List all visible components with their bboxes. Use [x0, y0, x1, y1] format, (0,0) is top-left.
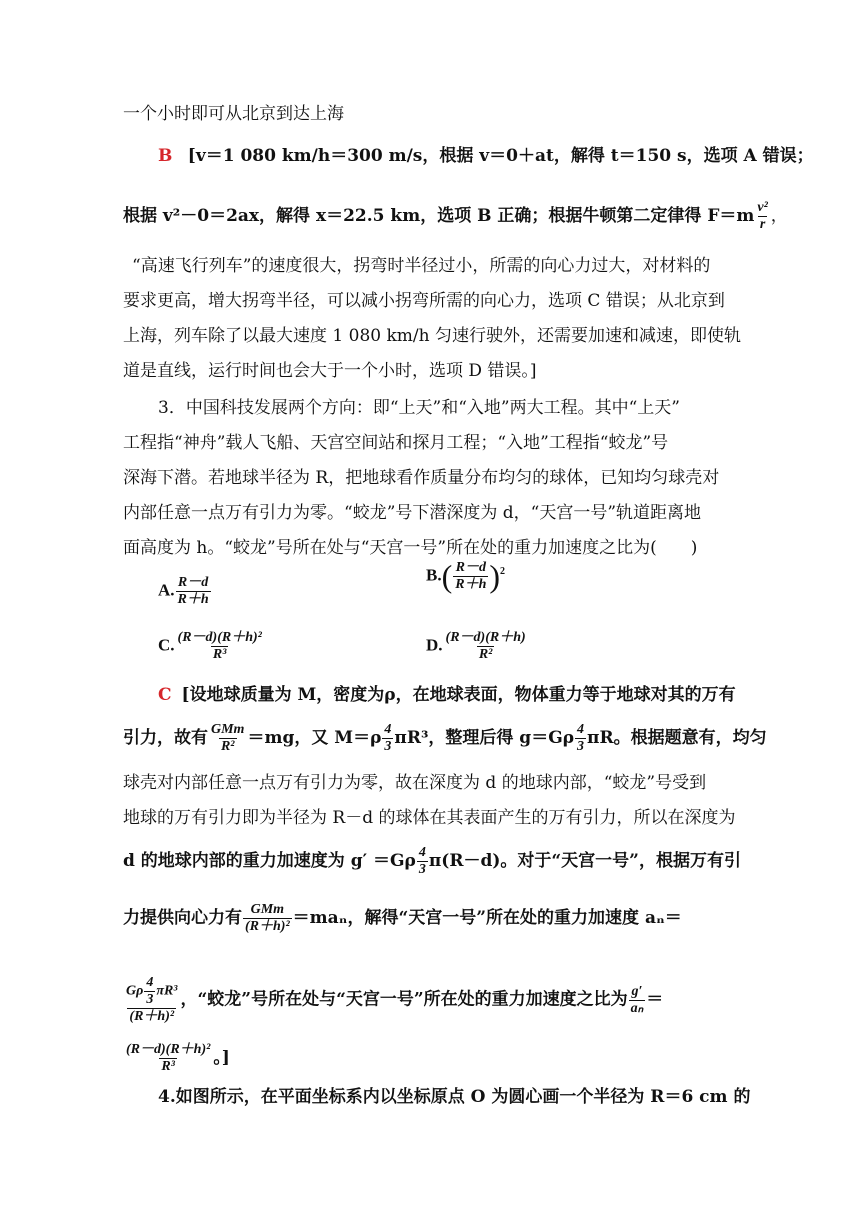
text: ＝maₙ，解得“天宫一号”所在处的重力加速度 aₙ＝	[292, 908, 682, 928]
frac-den: R＋h	[455, 577, 487, 592]
text-line-1: 一个小时即可从北京到达上海	[123, 104, 344, 124]
solution-3-line-1	[158, 684, 736, 706]
solution-3-line-7	[123, 975, 663, 1025]
text: πR³，整理后得 g＝Gρ	[394, 728, 575, 748]
option-b: B.( $\frac{R-d}{R+h}$ )$^2$	[426, 558, 506, 594]
answer-text: [v＝1 080 km/h＝300 m/s，根据 v＝0＋at，解得 t＝150 s，选项 A 错误；	[187, 146, 814, 166]
fraction	[444, 630, 528, 663]
text: ＝	[646, 989, 664, 1010]
question-3-line-2: 工程指“神舟”载人飞船、天宫空间站和探月工程；“入地”工程指“蛟龙”号	[123, 433, 669, 453]
text: 根据 v²－0＝2ax，解得 x＝22.5 km，选项 B 正确；根据牛顿第二定律得 F＝m	[123, 206, 755, 226]
frac-den: aₙ	[630, 1000, 644, 1016]
option-label: D.	[426, 635, 443, 655]
frac-num: 4	[577, 722, 585, 737]
frac-den: R³	[161, 1059, 175, 1074]
question-3-line-5: 面高度为 h。“蛟龙”号所在处与“天宫一号”所在处的重力加速度之比为( )	[123, 538, 698, 558]
fraction	[176, 575, 211, 608]
text: 引力，故有	[123, 728, 208, 748]
frac-den: r	[759, 217, 766, 232]
frac-num: v²	[757, 200, 768, 215]
fraction	[417, 845, 428, 878]
frac-den: R＋h	[177, 592, 209, 607]
solution-3-line-4: 地球的万有引力即为半径为 R－d 的球体在其表面产生的万有引力，所以在深度为	[123, 808, 736, 828]
option-c	[158, 630, 265, 663]
solution-3-line-8	[123, 1042, 230, 1075]
solution-3-line-3: 球壳对内部任意一点万有引力为零，故在深度为 d 的地球内部，“蛟龙”号受到	[123, 773, 707, 793]
option-a	[158, 575, 212, 608]
text: 力提供向心力有	[123, 908, 242, 928]
fraction	[453, 560, 488, 593]
solution-3-line-5	[123, 845, 741, 878]
frac-den: 3	[146, 992, 154, 1007]
text: ，	[770, 206, 788, 226]
text: [设地球质量为 M，密度为ρ，在地球表面，物体重力等于地球对其的万有	[181, 685, 736, 705]
fraction	[209, 722, 246, 755]
option-label: B.	[426, 565, 442, 585]
frac-num: R－d	[177, 575, 209, 590]
question-4-line-1: 4.如图所示，在平面坐标系内以坐标原点 O 为圆心画一个半径为 R＝6 cm 的	[158, 1087, 751, 1107]
solution-3-line-2	[123, 722, 767, 755]
frac-num: 4	[146, 975, 154, 990]
frac-num: 4	[418, 845, 426, 860]
text: ，“蛟龙”号所在处与“天宫一号”所在处的重力加速度之比为	[180, 989, 628, 1010]
question-3-line-1: 3．中国科技发展两个方向：即“上天”和“入地”两大工程。其中“上天”	[158, 398, 680, 418]
fraction	[124, 1042, 212, 1075]
frac-den: R²	[220, 739, 235, 754]
fraction	[124, 975, 180, 1025]
answer-2-line-5: 上海，列车除了以最大速度 1 080 km/h 匀速行驶外，还需要加速和减速，即使轨	[123, 326, 741, 346]
text: d 的地球内部的重力加速度为 g′ ＝Gρ	[123, 851, 416, 871]
answer-2-line-1	[158, 145, 814, 167]
answer-2-line-3: “高速飞行列车”的速度很大，拐弯时半径过小，所需的向心力过大，对材料的	[132, 256, 711, 276]
answer-label-b: B	[158, 146, 173, 166]
frac-den: R³	[212, 647, 227, 662]
fraction-v2-r	[755, 200, 769, 233]
fraction	[629, 984, 646, 1017]
frac-part: Gρ	[126, 983, 144, 999]
frac-den: 3	[384, 739, 392, 754]
frac-num: g′	[631, 983, 643, 999]
text: ＝mg，又 M＝ρ	[247, 728, 382, 748]
option-label: C.	[158, 635, 175, 655]
frac-num: (R－d)(R＋h)	[445, 630, 526, 645]
option-d	[426, 630, 529, 663]
exponent: 2	[500, 565, 506, 577]
text: π(R－d)。对于“天宫一号”，根据万有引	[428, 851, 741, 871]
frac-num: GMm	[250, 902, 285, 917]
answer-2-line-4: 要求更高，增大拐弯半径，可以减小拐弯所需的向心力，选项 C 错误；从北京到	[123, 291, 725, 311]
frac-part: πR³	[156, 983, 178, 999]
fraction	[176, 630, 264, 663]
answer-2-line-2	[123, 200, 788, 233]
question-3-line-4: 内部任意一点万有引力为零。“蛟龙”号下潜深度为 d，“天宫一号”轨道距离地	[123, 503, 702, 523]
frac-den: (R＋h)²	[245, 919, 290, 934]
frac-den: 3	[577, 739, 585, 754]
option-label: A.	[158, 580, 175, 600]
solution-3-line-6	[123, 902, 682, 935]
frac-num: R－d	[455, 560, 486, 575]
answer-2-line-6: 道是直线，运行时间也会大于一个小时，选项 D 错误。]	[123, 361, 537, 381]
text: 。]	[213, 1048, 230, 1068]
frac-den: R²	[478, 647, 493, 662]
inner-fraction	[144, 975, 155, 1008]
frac-den: 3	[418, 862, 426, 877]
frac-num: GMm	[211, 722, 245, 737]
text: πR。根据题意有，均匀	[587, 728, 767, 748]
fraction	[243, 902, 292, 935]
frac-num: (R－d)(R＋h)²	[177, 630, 262, 645]
frac-num	[124, 975, 180, 1008]
answer-label-c: C	[158, 685, 172, 705]
frac-den: (R＋h)²	[129, 1009, 175, 1024]
frac-num: (R－d)(R＋h)²	[126, 1042, 211, 1057]
frac-num: 4	[384, 722, 392, 737]
fraction	[382, 722, 393, 755]
fraction	[575, 722, 586, 755]
question-3-line-3: 深海下潜。若地球半径为 R，把地球看作质量分布均匀的球体，已知均匀球壳对	[123, 468, 720, 488]
